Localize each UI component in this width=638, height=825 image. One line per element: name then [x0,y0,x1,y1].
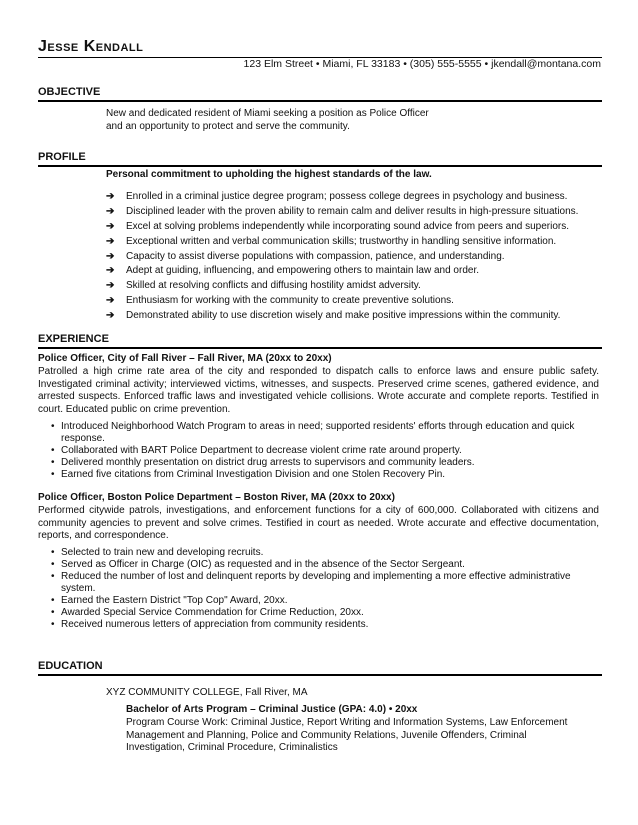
profile-item-text: Exceptional written and verbal communication skills; trustworthy in handling sensitive information. [126,235,557,247]
bullet-icon: • [51,607,55,618]
profile-item [106,235,578,250]
education-divider [38,674,602,676]
achievement-text: Collaborated with BART Police Department to decrease violent crime rate around property. [61,445,462,456]
achievement-item [38,619,599,631]
profile-item [106,279,578,294]
arrow-icon: ➔ [106,310,115,322]
bullet-icon: • [51,595,55,606]
profile-item-text: Enrolled in a criminal justice degree program; possess college degrees in psychology and business. [126,191,568,202]
profile-item-text: Disciplined leader with the proven ability to remain calm and deliver results in high-pressure situations. [126,205,579,217]
bullet-icon: • [51,619,55,630]
arrow-icon: ➔ [106,205,115,217]
profile-item [106,220,578,235]
bullet-icon: • [51,469,55,480]
achievement-item [38,607,599,619]
achievement-text: Received numerous letters of appreciation from community residents. [61,619,369,630]
objective-heading: OBJECTIVE [38,86,101,98]
profile-item-text: Enthusiasm for working with the community to create preventive solutions. [126,295,454,307]
job-summary: Patrolled a high crime rate area of the city and responded to dispatch calls to enforce laws and ensure public safety. Investigated criminal activity; interviewed victims, witnesses, and suspects. Preserved crime scenes, gathered evidence, and arrested suspects. Enforced traffic laws and investigated vehicle collisions. Wrote accurate and complete reports. Testified in court. Educated public on crime prevention. [38,366,599,415]
achievement-text: Served as Officer in Charge (OIC) as requested and in the absence of the Sector Sergeant. [61,559,465,570]
job-heading: Police Officer, Boston Police Department – Boston River, MA (20xx to 20xx) [38,492,395,503]
profile-item-text: Excel at solving problems independently while incorporating sound advice from peers and superiors. [126,220,570,232]
achievement-text: Introduced Neighborhood Watch Program to areas in need; supported residents' efforts through education and quick response. [61,421,575,444]
profile-divider [38,165,602,167]
achievement-item [38,445,599,457]
achievement-text: Selected to train new and developing recruits. [61,547,264,558]
achievement-item [38,421,599,445]
profile-item [106,250,578,265]
achievement-text: Awarded Special Service Commendation for Crime Reduction, 20xx. [61,607,364,618]
objective-text [106,108,429,133]
achievement-item [38,559,599,571]
achievement-item [38,469,599,481]
experience-divider [38,347,602,349]
bullet-icon: • [51,445,55,456]
profile-item-text: Demonstrated ability to use discretion wisely and make positive impressions within the community. [126,310,561,322]
experience-heading: EXPERIENCE [38,333,109,345]
applicant-name: Jesse Kendall [38,38,144,55]
arrow-icon: ➔ [106,295,115,307]
achievement-item [38,547,599,559]
profile-item-text: Capacity to assist diverse populations with compassion, patience, and understanding. [126,250,505,262]
bullet-icon: • [51,559,55,570]
arrow-icon: ➔ [106,280,115,292]
bullet-icon: • [51,571,55,582]
profile-item [106,190,578,205]
arrow-icon: ➔ [106,265,115,277]
achievement-text: Reduced the number of lost and delinquent reports by developing and implementing a more effective administrative system. [61,571,571,594]
contact-info: 123 Elm Street • Miami, FL 33183 • (305) 555-5555 • jkendall@montana.com [243,58,601,70]
bullet-icon: • [51,547,55,558]
degree: Bachelor of Arts Program – Criminal Justice (GPA: 4.0) • 20xx [126,704,418,715]
achievement-item [38,457,599,469]
achievement-item [38,595,599,607]
profile-item-text: Skilled at resolving conflicts and diffusing hostility amidst adversity. [126,280,421,292]
arrow-icon: ➔ [106,235,115,247]
arrow-icon: ➔ [106,220,115,232]
job-summary: Performed citywide patrols, investigations, and enforcement functions for a city of 600,000. Collaborated with citizens and community agencies to prevent and solve crimes. Testified in court as needed. Wrote accurate and effective documentation, reports, and correspondence. [38,505,599,541]
coursework: Program Course Work: Criminal Justice, Report Writing and Information Systems, Law Enforcement Management and Planning, Police and Community Relations, Juvenile Offenders, Criminal Investigation, Criminal Procedure, Criminalistics [126,717,568,753]
profile-item [106,309,578,324]
profile-heading: PROFILE [38,151,86,163]
education-heading: EDUCATION [38,660,103,672]
achievement-text: Delivered monthly presentation on district drug arrests to supervisors and community leaders. [61,457,475,468]
job-achievements [38,421,599,481]
profile-item [106,294,578,309]
job-heading: Police Officer, City of Fall River – Fall River, MA (20xx to 20xx) [38,353,332,364]
objective-line: and an opportunity to protect and serve the community. [106,120,350,132]
bullet-icon: • [51,421,55,432]
achievement-item [38,571,599,595]
profile-list [106,190,578,324]
objective-line: New and dedicated resident of Miami seeking a position as Police Officer [106,108,429,119]
arrow-icon: ➔ [106,250,115,262]
achievement-text: Earned five citations from Criminal Investigation Division and one Stolen Recovery Pin. [61,469,446,480]
profile-lead: Personal commitment to upholding the highest standards of the law. [106,169,432,180]
arrow-icon: ➔ [106,191,115,202]
bullet-icon: • [51,457,55,468]
objective-divider [38,100,602,102]
profile-item [106,205,578,220]
job-achievements [38,547,599,631]
profile-item-text: Adept at guiding, influencing, and empowering others to maintain law and order. [126,265,480,277]
achievement-text: Earned the Eastern District "Top Cop" Award, 20xx. [61,595,288,606]
school-name: XYZ COMMUNITY COLLEGE, Fall River, MA [106,687,308,698]
profile-item [106,264,578,279]
